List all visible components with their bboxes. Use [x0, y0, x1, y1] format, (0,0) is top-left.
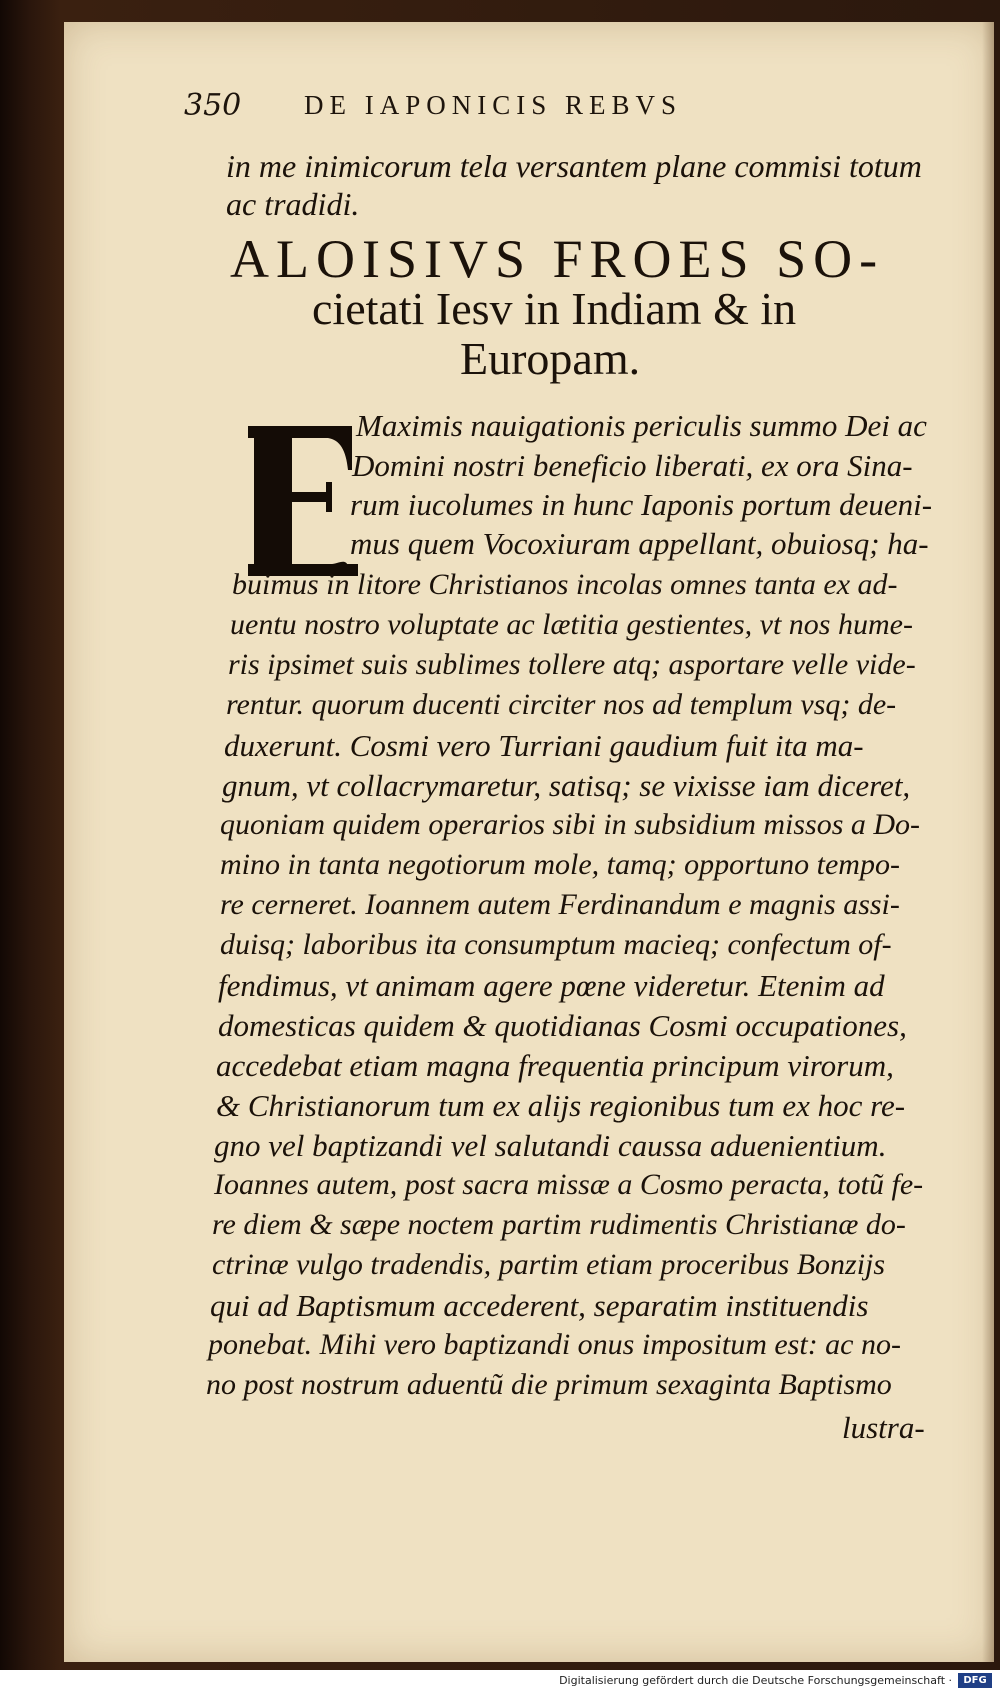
- footer-bar: [0, 1670, 1000, 1692]
- body-line: & Christianorum tum ex alijs regionibus tum ex hoc re-: [216, 1088, 906, 1123]
- page-edge-shadow: [982, 22, 994, 1662]
- body-line: duxerunt. Cosmi vero Turriani gaudium fuit ita ma-: [224, 728, 864, 763]
- drop-cap-initial: [248, 426, 364, 576]
- body-line: uentu nostro voluptate ac lætitia gestientes, vt nos hume-: [230, 608, 913, 641]
- body-line: Maximis nauigationis periculis summo Dei ac: [356, 408, 927, 443]
- body-line: accedebat etiam magna frequentia principum virorum,: [216, 1048, 894, 1083]
- body-line: rum iucolumes in hunc Iaponis portum deueni-: [350, 487, 933, 522]
- heading-line-3: Europam.: [460, 333, 641, 384]
- running-title: DE IAPONICIS REBVS: [304, 90, 683, 120]
- body-line: qui ad Baptismum accederent, separatim instituendis: [210, 1288, 869, 1323]
- continuation-line: in me inimicorum tela versantem plane commisi totum: [226, 148, 922, 184]
- catchword: lustra-: [842, 1410, 925, 1445]
- page-number: 350: [184, 88, 242, 123]
- body-line: rentur. quorum ducenti circiter nos ad templum vsq; de-: [226, 688, 897, 721]
- body-line: gno vel baptizandi vel salutandi caussa aduenientium.: [214, 1128, 887, 1163]
- running-head: [184, 88, 954, 138]
- body-line: mino in tanta negotiorum mole, tamq; opportuno tempo-: [220, 848, 900, 881]
- body-line: no post nostrum aduentũ die primum sexaginta Baptismo: [206, 1368, 892, 1401]
- body-line: quoniam quidem operarios sibi in subsidium missos a Do-: [220, 808, 921, 841]
- continuation-line: ac tradidi.: [226, 186, 360, 222]
- body-line: re diem & sæpe noctem partim rudimentis Christianæ do-: [212, 1208, 906, 1241]
- heading-line-1: ALOISIVS FROES SO-: [230, 229, 885, 289]
- body-line: mus quem Vocoxiuram appellant, obuiosq; ha-: [350, 526, 929, 561]
- body-line: fendimus, vt animam agere pœne videretur. Etenim ad: [218, 968, 885, 1003]
- heading-line-2: cietati Iesv in Indiam & in: [312, 283, 797, 334]
- body-line: Domini nostri beneficio liberati, ex ora Sina-: [352, 448, 913, 483]
- footer-credit: Digitalisierung gefördert durch die Deutsche Forschungsgemeinschaft ·: [559, 1674, 952, 1687]
- body-line: duisq; laboribus ita consumptum macieq; confectum of-: [220, 928, 892, 961]
- body-line: Ioannes autem, post sacra missæ a Cosmo peracta, totũ fe-: [214, 1168, 924, 1201]
- body-line: domesticas quidem & quotidianas Cosmi occupationes,: [218, 1008, 907, 1043]
- body-line: ctrinæ vulgo tradendis, partim etiam proceribus Bonzijs: [212, 1248, 886, 1281]
- body-line: ponebat. Mihi vero baptizandi onus impositum est: ac no-: [208, 1328, 901, 1361]
- body-line: re cerneret. Ioannem autem Ferdinandum e magnis assi-: [220, 888, 900, 921]
- body-line: gnum, vt collacrymaretur, satisq; se vixisse iam diceret,: [222, 768, 911, 803]
- body-line: ris ipsimet suis sublimes tollere atq; asportare velle vide-: [228, 648, 916, 681]
- dfg-logo: DFG: [958, 1673, 992, 1688]
- body-line: buimus in litore Christianos incolas omnes tanta ex ad-: [232, 568, 898, 601]
